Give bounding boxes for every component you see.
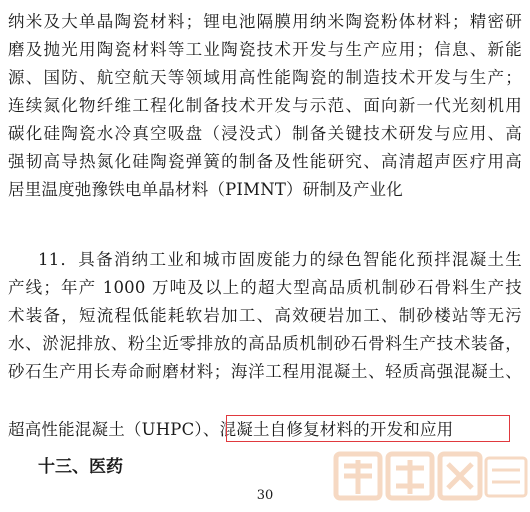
- section-heading: 十三、医药: [38, 457, 123, 477]
- page-number: 30: [256, 488, 274, 503]
- text-line: 纳米及大单晶陶瓷材料；锂电池隔膜用纳米陶瓷粉体材料；精密研: [8, 12, 522, 31]
- item-11-line: 术装备，短流程低能耗软岩加工、高效硬岩加工、制砂楼站等无污: [8, 306, 522, 325]
- text-line: 源、国防、航空航天等领域用高性能陶瓷的制造技术开发与生产；: [8, 68, 522, 87]
- item-11-line: 11．具备消纳工业和城市固废能力的绿色智能化预拌混凝土生: [38, 250, 522, 269]
- text-line: 碳化硅陶瓷水冷真空吸盘（浸没式）制备关键技术研发与应用、高: [8, 124, 522, 143]
- highlight-box: [226, 415, 510, 442]
- item-11-line: 超高性能混凝土（UHPC）、混凝土自修复材料的开发和应用: [8, 420, 454, 439]
- text-line: 强韧高导热氮化硅陶瓷弹簧的制备及性能研究、高清超声医疗用高: [8, 152, 522, 171]
- item-11-line: 产线；年产 1000 万吨及以上的超大型高品质机制砂石骨料生产技: [8, 278, 522, 297]
- text-line: 磨及抛光用陶瓷材料等工业陶瓷技术开发与生产应用；信息、新能: [8, 40, 522, 59]
- item-11-line: 砂石生产用长寿命耐磨材料；海洋工程用混凝土、轻质高强混凝土、: [8, 362, 522, 381]
- watermark-logo-icon: [330, 448, 530, 506]
- text-line: 连续氮化物纤维工程化制备技术开发与示范、面向新一代光刻机用: [8, 96, 522, 115]
- text-line: 居里温度弛豫铁电单晶材料（PIMNT）研制及产业化: [8, 180, 403, 199]
- item-11-line: 水、淤泥排放、粉尘近零排放的高品质机制砂石骨料生产技术装备，: [8, 334, 522, 353]
